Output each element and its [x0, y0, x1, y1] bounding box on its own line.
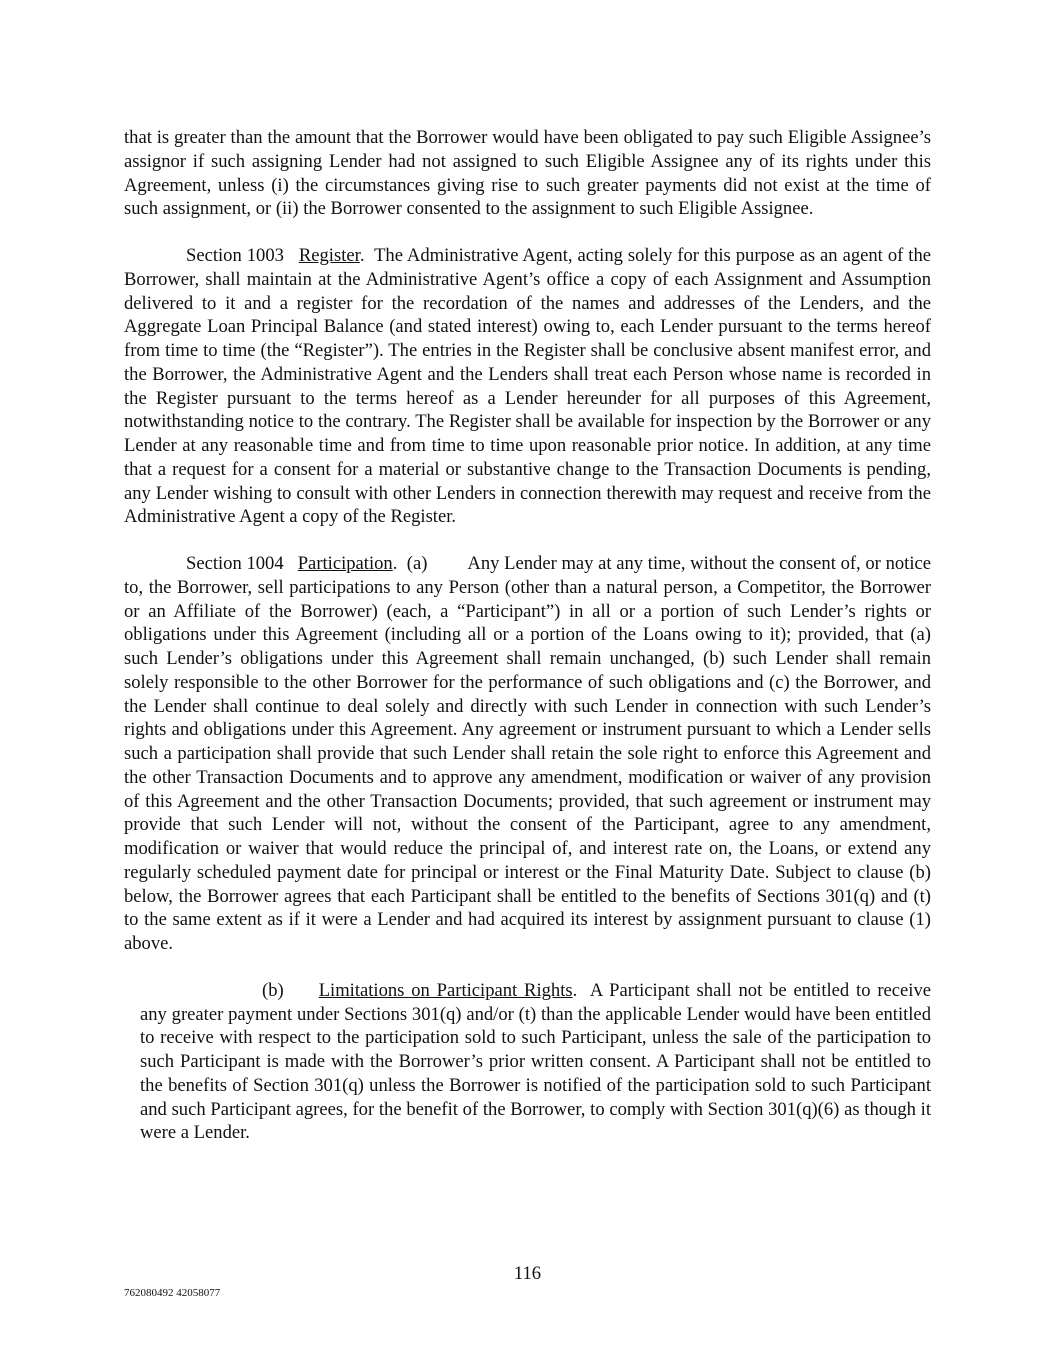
section-number: Section 1003 [186, 245, 284, 266]
clause-label: (a) [406, 553, 428, 574]
section-body: The Administrative Agent, acting solely for this purpose as an agent of the Borrower, shall maintain at the Administrative Agent’s office a copy of each Assignment and Assumption delivered to it and a register for the recordation of the names and addresses of the Lenders, and the Aggregate Loan Principal Balance (and stated interest) owing to, each Lender pursuant to the terms hereof from time to time (the “Register”). The entries in the Register shall be conclusive absent manifest error, and the Borrower, the Administrative Agent and the Lenders shall treat each Person whose name is recorded in the Register pursuant to the terms hereof as a Lender hereunder for all purposes of this Agreement, notwithstanding notice to the contrary. The Register shall be available for inspection by the Borrower or any Lender at any reasonable time and from time to time upon reasonable prior notice. In addition, at any time that a request for a consent for a material or substantive change to the Transaction Documents is pending, any Lender wishing to consult with other Lenders in connection therewith may request and receive from the Administrative Agent a copy of the Register. [124, 245, 931, 528]
document-page [124, 126, 931, 1145]
clause-b-limitations [140, 979, 931, 1145]
clause-label: (b) [262, 979, 284, 1001]
page-number: 116 [513, 1263, 542, 1284]
section-heading: Participation [297, 553, 393, 574]
clause-body: A Participant shall not be entitled to receive any greater payment under Sections 301(q) and/or (t) than the applicable Lender would have been entitled to receive with respect to the participation sold to such Participant, unless the sale of the participation to such Participant is made with the Borrower’s prior written consent. A Participant shall not be entitled to the benefits of Section 301(q) unless the Borrower is notified of the participation sold to such Participant and such Participant agrees, for the benefit of the Borrower, to comply with Section 301(q)(6) as though it were a Lender. [140, 979, 931, 1144]
section-1004-participation [124, 552, 931, 956]
section-heading: Register [298, 245, 360, 266]
paragraph-continuation [124, 126, 931, 221]
document-id: 762080492 42058077 [124, 1287, 221, 1299]
heading-period: . [392, 553, 398, 574]
section-1003-register [124, 244, 931, 529]
section-body: Any Lender may at any time, without the consent of, or notice to, the Borrower, sell participations to any Person (other than a natural person, a Competitor, the Borrower or an Affiliate of the Borrower) (each, a “Participant”) in all or a portion of such Lender’s rights or obligations under this Agreement (including all or a portion of the Loans owing to it); provided, that (a) such Lender’s obligations under this Agreement shall remain unchanged, (b) such Lender shall remain solely responsible to the other Borrower for the performance of such obligations and (c) the Borrower, and the Lender shall continue to deal solely and directly with such Lender in connection with such Lender’s rights and obligations under this Agreement. Any agreement or instrument pursuant to which a Lender sells such a participation shall provide that such Lender shall retain the sole right to enforce this Agreement and the other Transaction Documents and to approve any amendment, modification or waiver of any provision of this Agreement and the other Transaction Documents; provided, that such agreement or instrument may provide that such Lender will not, without the consent of the Participant, agree to any amendment, modification or waiver that would reduce the principal of, and interest rate on, the Loans, or extend any regularly scheduled payment date for principal or interest or the Final Maturity Date. Subject to clause (b) below, the Borrower agrees that each Participant shall be entitled to the benefits of Sections 301(q) and (t) to the same extent as if it were a Lender and had acquired its interest by assignment pursuant to clause (1) above. [124, 553, 931, 954]
paragraph-text: that is greater than the amount that the Borrower would have been obligated to pay such Eligible Assignee’s assignor if such assigning Lender had not assigned to such Eligible Assignee any of its rights under this Agreement, unless (i) the circumstances giving rise to such greater payments did not exist at the time of such assignment, or (ii) the Borrower consented to the assignment to such Eligible Assignee. [124, 127, 931, 220]
clause-heading: Limitations on Participant Rights [318, 979, 573, 1001]
section-number: Section 1004 [186, 553, 284, 574]
heading-period: . [359, 245, 365, 266]
heading-period: . [572, 979, 578, 1001]
